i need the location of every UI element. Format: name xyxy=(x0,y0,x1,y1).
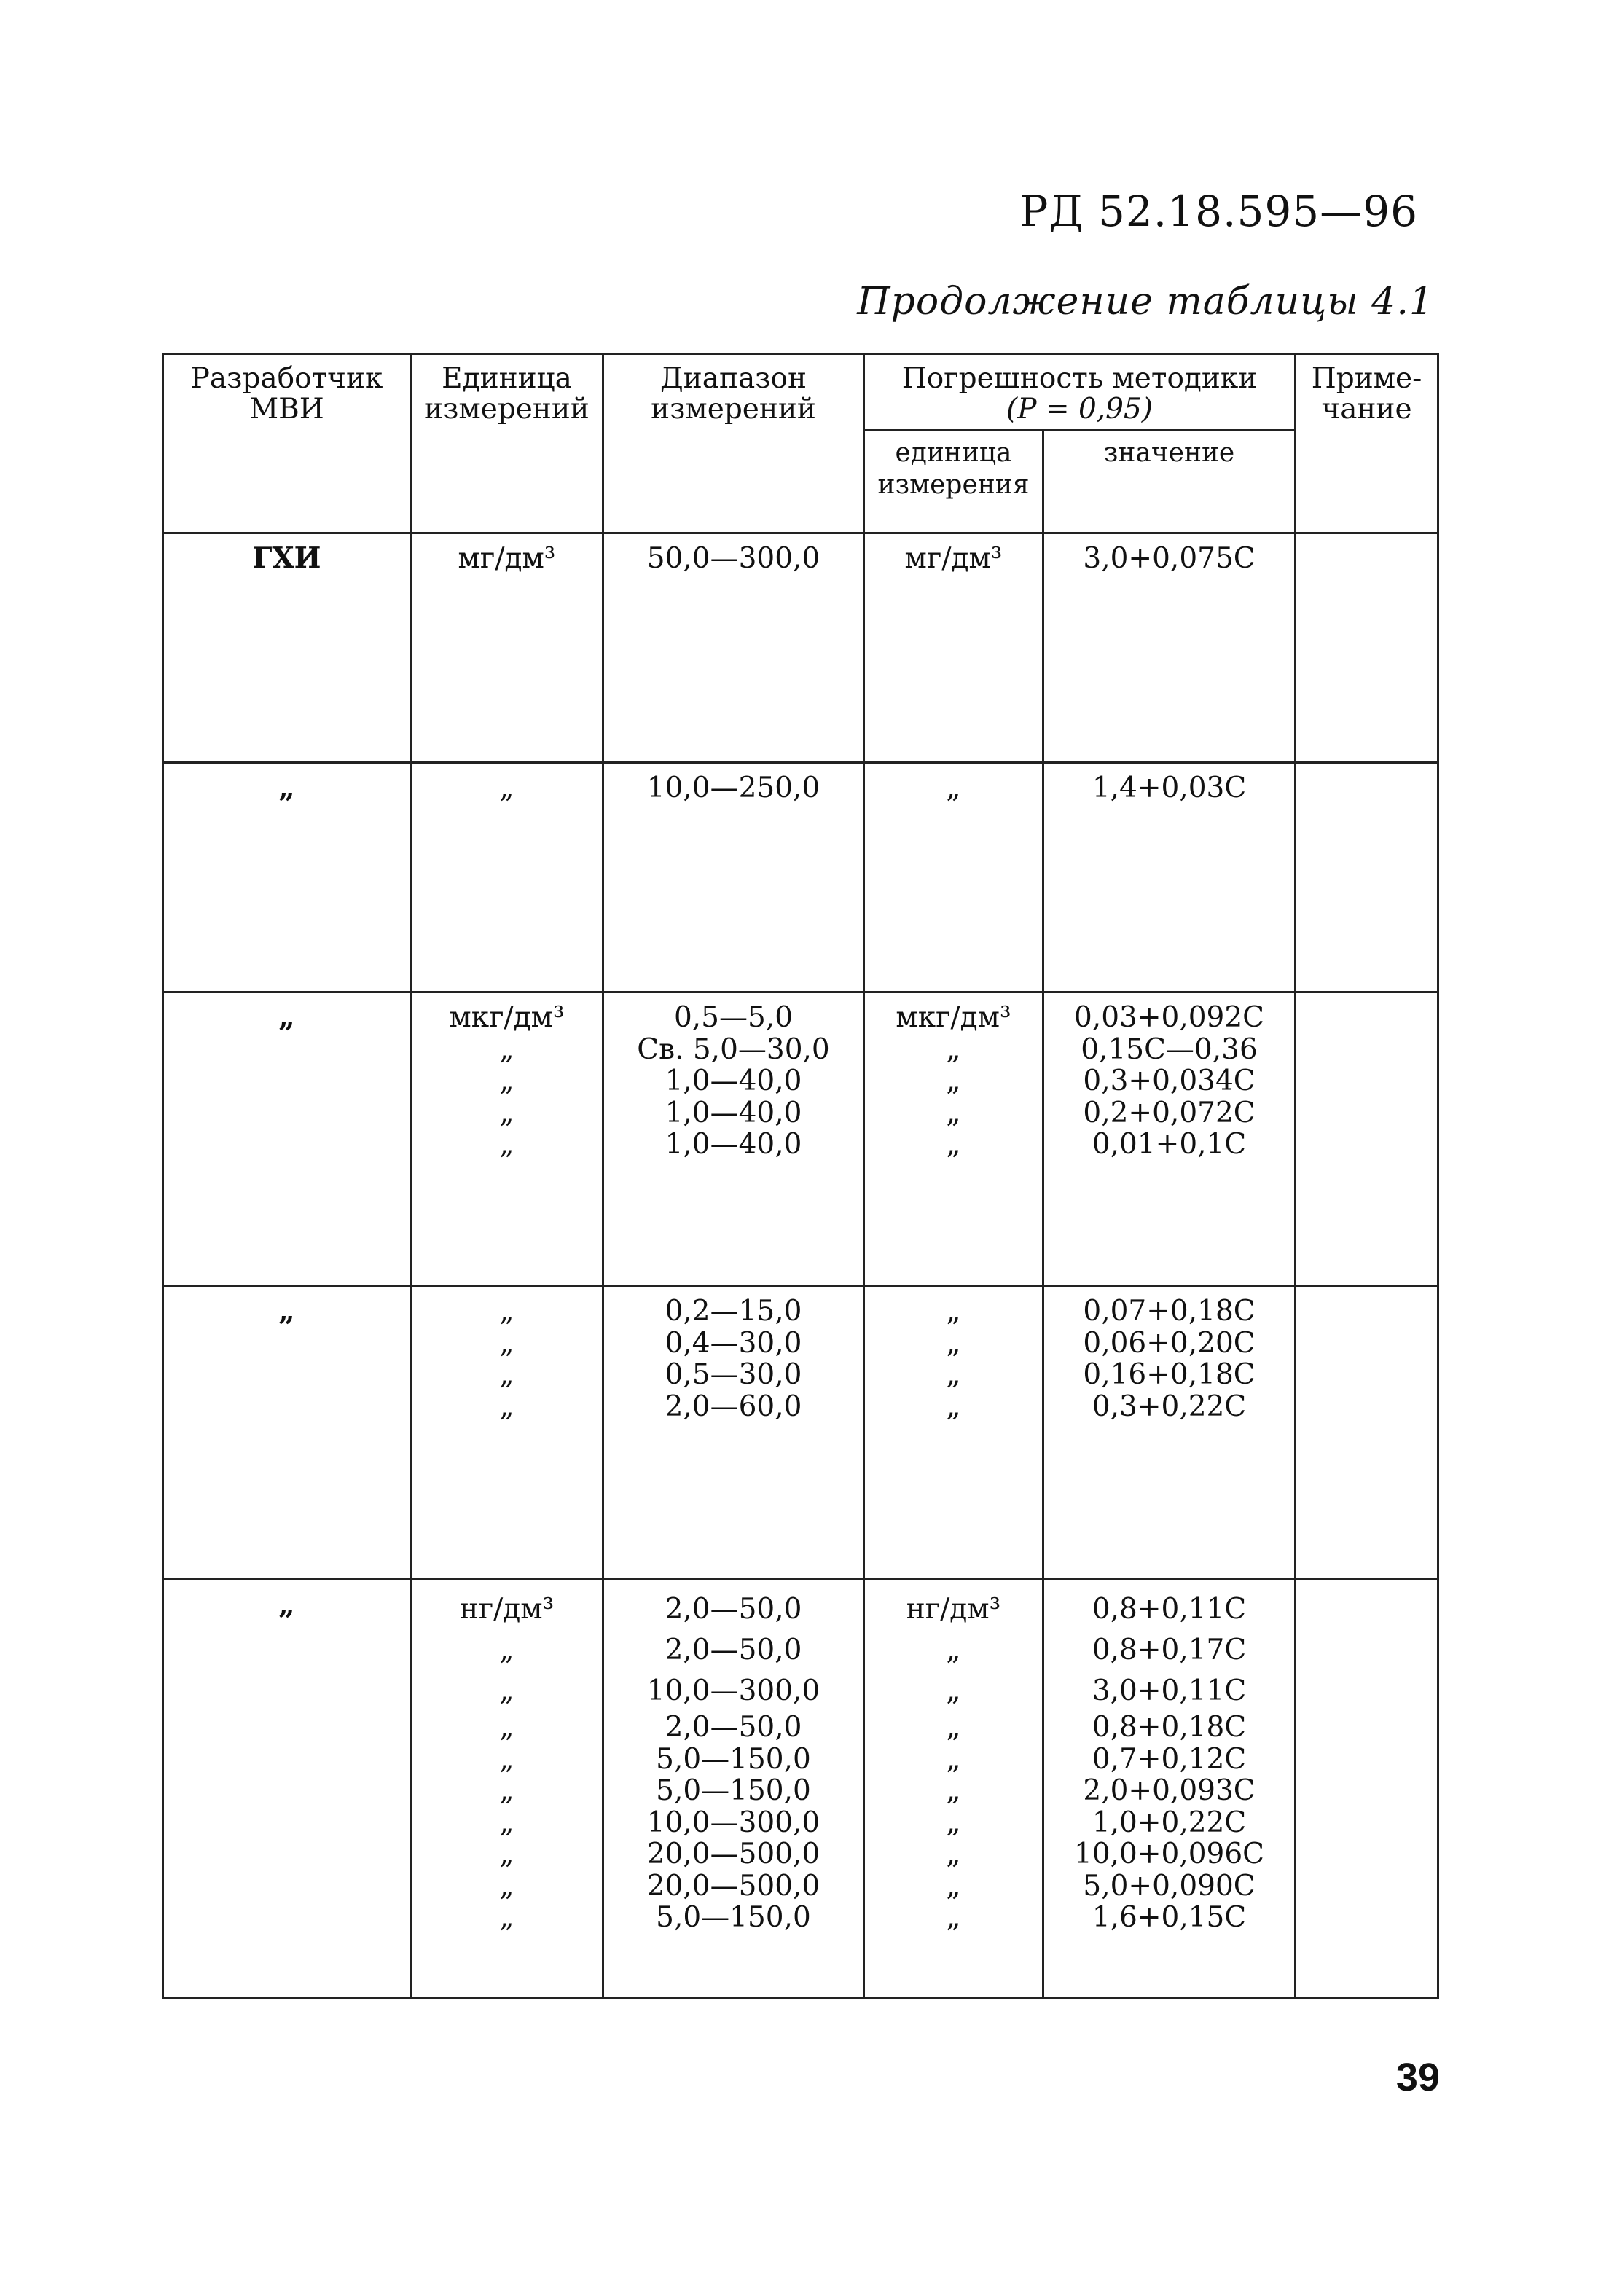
cell-error-value-line: 0,7+0,12C xyxy=(1092,1742,1247,1776)
document-code: РД 52.18.595—96 xyxy=(1019,187,1418,236)
cell-error-value-line: 0,8+0,11C xyxy=(1092,1593,1247,1626)
cell-error-unit-line: „ xyxy=(946,1033,961,1066)
cell-error-unit-line: мкг/дм³ xyxy=(896,1001,1011,1034)
cell-unit-line: „ xyxy=(499,772,514,804)
cell-error-value-line: 0,16+0,18C xyxy=(1083,1358,1256,1391)
cell-range-line: 1,0—40,0 xyxy=(665,1128,802,1161)
cell-error-value-line: 1,0+0,22C xyxy=(1092,1806,1247,1839)
cell-developer: „ xyxy=(163,763,411,992)
page-number: 39 xyxy=(1395,2056,1440,2099)
cell-developer: „ xyxy=(163,1580,411,1999)
cell-error-unit xyxy=(864,992,1043,1286)
cell-note xyxy=(1296,1286,1438,1580)
cell-error-unit-line: „ xyxy=(946,1634,961,1666)
cell-error-unit-line: „ xyxy=(946,1711,961,1744)
cell-range-line: 1,0—40,0 xyxy=(665,1096,802,1129)
cell-unit-line: „ xyxy=(499,1774,514,1807)
cell-note xyxy=(1296,1580,1438,1999)
cell-error-value-line: 0,03+0,092C xyxy=(1074,1001,1265,1034)
header-unit: Единица измерений xyxy=(411,354,603,533)
table-row xyxy=(163,992,1438,1286)
cell-error-unit-line: „ xyxy=(946,1326,961,1360)
cell-range-line: 20,0—500,0 xyxy=(646,1869,820,1903)
cell-error-value-line: 0,8+0,18C xyxy=(1092,1711,1247,1744)
cell-error-value-line: 10,0+0,096C xyxy=(1074,1838,1265,1870)
cell-unit-line: „ xyxy=(499,1869,514,1903)
cell-range-line: 2,0—50,0 xyxy=(665,1634,802,1666)
cell-unit-line: „ xyxy=(499,1674,514,1707)
cell-developer: „ xyxy=(163,1286,411,1580)
cell-error-unit-line: „ xyxy=(946,1358,961,1391)
cell-error-value-line: 3,0+0,075C xyxy=(1083,542,1256,575)
cell-error-unit xyxy=(864,1286,1043,1580)
cell-unit-line: „ xyxy=(499,1634,514,1666)
cell-error-unit-line: „ xyxy=(946,1774,961,1807)
cell-unit-line: „ xyxy=(499,1128,514,1161)
header-error-value: значение xyxy=(1043,431,1296,533)
cell-error-value-line: 0,15C—0,36 xyxy=(1081,1033,1258,1066)
cell-range-line: 10,0—300,0 xyxy=(646,1674,820,1707)
cell-unit-line: „ xyxy=(499,1390,514,1423)
cell-error-value-line: 3,0+0,11C xyxy=(1092,1674,1247,1707)
cell-note xyxy=(1296,763,1438,992)
cell-range-line: 1,0—40,0 xyxy=(665,1065,802,1097)
cell-range xyxy=(603,1286,864,1580)
cell-error-value xyxy=(1043,763,1296,992)
cell-unit xyxy=(411,1286,603,1580)
cell-error-value-line: 0,01+0,1C xyxy=(1092,1128,1247,1161)
table-continuation-caption: Продолжение таблицы 4.1 xyxy=(857,280,1434,324)
header-error-group-title: Погрешность методики xyxy=(901,362,1258,395)
cell-range-line: 50,0—300,0 xyxy=(646,542,820,575)
cell-error-unit-line: „ xyxy=(946,1742,961,1776)
cell-unit xyxy=(411,992,603,1286)
cell-unit-line: „ xyxy=(499,1838,514,1870)
cell-error-unit-line: „ xyxy=(946,1065,961,1097)
cell-error-unit-line: мг/дм³ xyxy=(904,542,1003,575)
cell-developer: ГХИ xyxy=(163,533,411,763)
cell-error-unit-line: „ xyxy=(946,1295,961,1328)
cell-error-unit xyxy=(864,763,1043,992)
cell-unit-line: „ xyxy=(499,1033,514,1066)
cell-unit xyxy=(411,533,603,763)
cell-error-unit-line: „ xyxy=(946,1901,961,1934)
cell-error-unit-line: „ xyxy=(946,1096,961,1129)
cell-range-line: 2,0—50,0 xyxy=(665,1711,802,1744)
cell-unit-line: „ xyxy=(499,1065,514,1097)
cell-range-line: 2,0—50,0 xyxy=(665,1593,802,1626)
cell-range-line: 10,0—300,0 xyxy=(646,1806,820,1839)
cell-unit-line: „ xyxy=(499,1806,514,1839)
table-body xyxy=(163,533,1438,1999)
cell-range xyxy=(603,1580,864,1999)
cell-range xyxy=(603,533,864,763)
header-error-unit: единица измерения xyxy=(864,431,1043,533)
cell-error-unit xyxy=(864,533,1043,763)
cell-range-line: 5,0—150,0 xyxy=(656,1901,811,1934)
cell-error-unit-line: „ xyxy=(946,772,961,804)
cell-range-line: 0,2—15,0 xyxy=(665,1295,802,1328)
table-row xyxy=(163,1286,1438,1580)
cell-error-unit-line: нг/дм³ xyxy=(906,1593,1001,1626)
cell-unit xyxy=(411,763,603,992)
cell-range xyxy=(603,992,864,1286)
cell-unit-line: „ xyxy=(499,1901,514,1934)
cell-error-unit-line: „ xyxy=(946,1390,961,1423)
cell-error-value-line: 0,3+0,22C xyxy=(1092,1390,1247,1423)
cell-unit-line: „ xyxy=(499,1295,514,1328)
cell-error-value-line: 2,0+0,093C xyxy=(1083,1774,1256,1807)
cell-unit-line: нг/дм³ xyxy=(459,1593,555,1626)
cell-error-value-line: 0,3+0,034C xyxy=(1083,1065,1256,1097)
header-note: Приме-чание xyxy=(1296,354,1438,533)
cell-note xyxy=(1296,533,1438,763)
cell-error-unit-line: „ xyxy=(946,1128,961,1161)
cell-range-line: 2,0—60,0 xyxy=(665,1390,802,1423)
cell-error-value-line: 5,0+0,090C xyxy=(1083,1869,1256,1903)
header-range: Диапазон измерений xyxy=(603,354,864,533)
cell-range-line: 20,0—500,0 xyxy=(646,1838,820,1870)
cell-note xyxy=(1296,992,1438,1286)
cell-range-line: 0,5—5,0 xyxy=(673,1001,794,1034)
cell-unit-line: „ xyxy=(499,1326,514,1360)
cell-range-line: 10,0—250,0 xyxy=(646,772,820,804)
cell-error-value-line: 0,8+0,17C xyxy=(1092,1634,1247,1666)
cell-error-unit-line: „ xyxy=(946,1869,961,1903)
cell-error-value xyxy=(1043,1286,1296,1580)
cell-range xyxy=(603,763,864,992)
cell-unit-line: мг/дм³ xyxy=(458,542,556,575)
header-error-group xyxy=(864,354,1296,431)
cell-error-unit-line: „ xyxy=(946,1806,961,1839)
cell-unit-line: „ xyxy=(499,1096,514,1129)
cell-error-value-line: 0,2+0,072C xyxy=(1083,1096,1256,1129)
cell-error-value xyxy=(1043,1580,1296,1999)
cell-range-line: Св. 5,0—30,0 xyxy=(637,1033,830,1066)
cell-error-value xyxy=(1043,992,1296,1286)
cell-error-value-line: 1,4+0,03C xyxy=(1092,772,1247,804)
measurement-methods-table xyxy=(162,353,1439,1999)
cell-range-line: 0,5—30,0 xyxy=(665,1358,802,1391)
cell-range-line: 5,0—150,0 xyxy=(656,1742,811,1776)
table-row xyxy=(163,763,1438,992)
cell-unit-line: „ xyxy=(499,1711,514,1744)
cell-developer: „ xyxy=(163,992,411,1286)
cell-error-value-line: 0,06+0,20C xyxy=(1083,1326,1256,1360)
cell-unit-line: „ xyxy=(499,1742,514,1776)
cell-error-value xyxy=(1043,533,1296,763)
cell-error-unit-line: „ xyxy=(946,1674,961,1707)
cell-error-value-line: 0,07+0,18C xyxy=(1083,1295,1256,1328)
header-developer: Разработчик МВИ xyxy=(163,354,411,533)
table-row xyxy=(163,533,1438,763)
cell-range-line: 5,0—150,0 xyxy=(656,1774,811,1807)
header-error-group-probability: (P = 0,95) xyxy=(1006,393,1153,426)
cell-error-unit xyxy=(864,1580,1043,1999)
cell-unit-line: „ xyxy=(499,1358,514,1391)
cell-unit-line: мкг/дм³ xyxy=(449,1001,565,1034)
cell-error-unit-line: „ xyxy=(946,1838,961,1870)
cell-range-line: 0,4—30,0 xyxy=(665,1326,802,1360)
cell-error-value-line: 1,6+0,15C xyxy=(1092,1901,1247,1934)
cell-unit xyxy=(411,1580,603,1999)
table-row xyxy=(163,1580,1438,1999)
